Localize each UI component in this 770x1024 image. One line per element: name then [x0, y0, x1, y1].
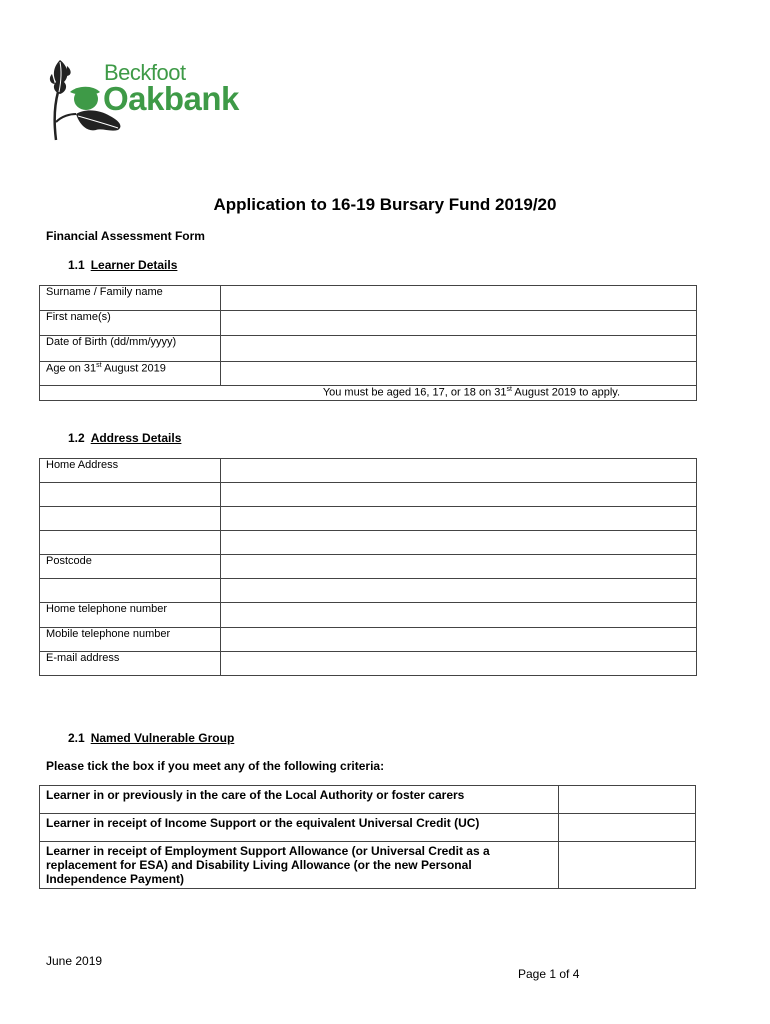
age-label-sup: st [96, 362, 102, 369]
home-address-input-3[interactable] [221, 507, 697, 531]
first-name-label: First name(s) [40, 311, 221, 336]
footer-page-number: Page 1 of 4 [518, 967, 580, 981]
page-title: Application to 16-19 Bursary Fund 2019/20 [213, 195, 557, 214]
learner-details-table [39, 285, 697, 401]
age-label [40, 362, 221, 386]
footer-date: June 2019 [46, 954, 103, 968]
age-label-suffix: August 2019 [101, 362, 166, 375]
surname-input[interactable] [221, 286, 697, 311]
section-learner-details [68, 258, 177, 272]
postcode-label-blank [40, 579, 221, 603]
age-label-prefix: Age on 31 [46, 362, 97, 375]
mobile-phone-input[interactable] [221, 628, 697, 652]
home-address-label-blank [40, 507, 221, 531]
criteria-checkbox-esa-dla[interactable] [559, 842, 696, 889]
age-requirement-note [40, 386, 697, 401]
criteria-checkbox-income-support[interactable] [559, 814, 696, 842]
criteria-text-care: Learner in or previously in the care of the Local Authority or foster carers [40, 786, 559, 814]
home-address-label: Home Address [40, 459, 221, 483]
section-heading: Address Details [90, 431, 182, 445]
surname-label: Surname / Family name [40, 286, 221, 311]
section-number: 1.2 [68, 431, 85, 445]
first-name-input[interactable] [221, 311, 697, 336]
home-address-input-1[interactable] [221, 459, 697, 483]
section-heading: Learner Details [90, 258, 178, 272]
home-phone-input[interactable] [221, 603, 697, 628]
logo-text-beckfoot: Beckfoot [104, 60, 186, 85]
criteria-table [39, 785, 696, 889]
section-number: 1.1 [68, 258, 85, 272]
address-details-table [39, 458, 697, 676]
note-prefix: You must be aged 16, 17, or 18 on 31 [322, 386, 507, 399]
form-subtitle: Financial Assessment Form [46, 229, 205, 243]
criteria-instruction: Please tick the box if you meet any of the following criteria: [46, 759, 385, 773]
postcode-input[interactable] [221, 555, 697, 579]
section-address-details [68, 431, 181, 445]
email-input[interactable] [221, 652, 697, 676]
postcode-input-2[interactable] [221, 579, 697, 603]
section-heading: Named Vulnerable Group [90, 731, 235, 745]
criteria-text-esa-dla: Learner in receipt of Employment Support Allowance (or Universal Credit as a replacement for ESA) and Disability Living Allowance (or the new Personal Independence Payment) [40, 842, 559, 889]
section-number: 2.1 [68, 731, 85, 745]
postcode-label: Postcode [40, 555, 221, 579]
note-sup: st [506, 386, 512, 393]
home-address-label-blank [40, 483, 221, 507]
logo-text-oakbank: Oakbank [103, 80, 239, 117]
dob-label: Date of Birth (dd/mm/yyyy) [40, 336, 221, 362]
home-address-label-blank [40, 531, 221, 555]
age-input[interactable] [221, 362, 697, 386]
criteria-checkbox-care[interactable] [559, 786, 696, 814]
home-address-input-4[interactable] [221, 531, 697, 555]
section-vulnerable-group [68, 731, 234, 745]
criteria-text-income-support: Learner in receipt of Income Support or the equivalent Universal Credit (UC) [40, 814, 559, 842]
home-phone-label: Home telephone number [40, 603, 221, 628]
dob-input[interactable] [221, 336, 697, 362]
home-address-input-2[interactable] [221, 483, 697, 507]
mobile-phone-label: Mobile telephone number [40, 628, 221, 652]
email-label: E-mail address [40, 652, 221, 676]
note-suffix: August 2019 to apply. [511, 386, 620, 399]
